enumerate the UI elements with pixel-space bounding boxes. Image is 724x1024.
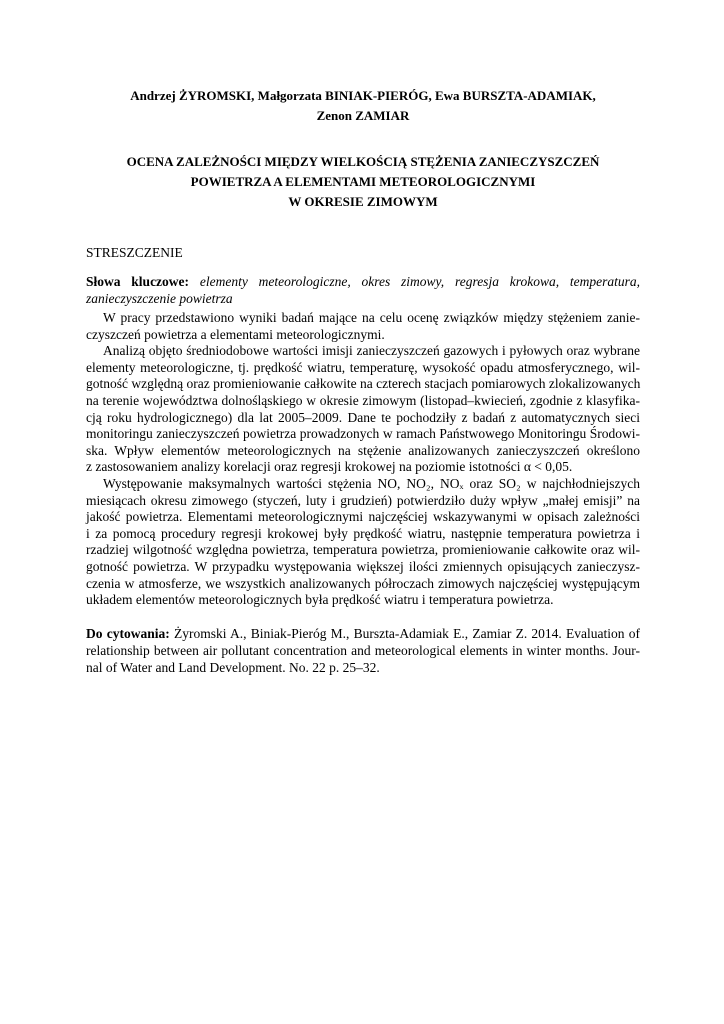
citation-line: [86, 625, 640, 642]
title-line: POWIETRZA A ELEMENTAMI METEOROLOGICZNYMI: [190, 174, 536, 189]
abstract-line: cją roku hydrologicznego) dla lat 2005–2009. Dane te pochodziły z badań z automatycznych sieci: [86, 409, 640, 425]
author-list: [86, 86, 640, 126]
abstract-line: i za pomocą procedury regresji krokowej były prędkość wiatru, następnie temperatura powietrza i: [86, 525, 640, 541]
abstract-line: Analizą objęto średniodobowe wartości imisji zanieczyszczeń gazowych i pyłowych oraz wybrane: [103, 343, 640, 359]
abstract-line: rzadziej wilgotność względna powietrza, temperatura powietrza, promieniowanie całkowite oraz wil-: [86, 542, 640, 558]
paper-title: [86, 152, 640, 212]
abstract-line: układem elementów meteorologicznych była prędkość wiatru i temperatura powietrza.: [86, 592, 554, 608]
keywords: [86, 273, 640, 307]
section-heading: STRESZCZENIE: [86, 245, 183, 260]
abstract-line: jakość powietrza. Elementami meteorologicznymi najczęściej wskazywanymi w opisach zależności: [86, 509, 640, 525]
keywords-label: Słowa kluczowe:: [86, 274, 190, 289]
abstract-body: [86, 310, 640, 609]
abstract-line: z zastosowaniem analizy korelacji oraz regresji krokowej na poziomie istotności α < 0,05.: [86, 459, 573, 475]
abstract-line: monitoringu zanieczyszczeń powietrza prowadzonych w ramach Państwowego Monitoringu Środowi-: [86, 426, 640, 442]
title-line: W OKRESIE ZIMOWYM: [288, 194, 438, 209]
abstract-line: czenia w atmosferze, we wszystkich analizowanych półroczach zimowych najczęściej występującym: [86, 575, 640, 591]
abstract-line: gotność powietrza. W przypadku występowania większej ilości zmiennych opisujących zanieczysz-: [86, 558, 640, 574]
citation: [86, 625, 640, 676]
abstract-line: miesiącach okresu zimowego (styczeń, luty i grudzień) potwierdziło duży wpływ „małej emisji” na: [86, 492, 640, 508]
abstract-line: ska. Wpływ elementów meteorologicznych na stężenie analizowanych zanieczyszczeń określono: [86, 442, 640, 458]
abstract-line: czyszczeń powietrza a elementami meteorologicznymi.: [86, 326, 385, 342]
abstract-line: elementy meteorologiczne, tj. prędkość wiatru, temperaturę, wysokość opadu atmosferycznego, wil-: [86, 359, 640, 375]
abstract-line: W pracy przedstawiono wyniki badań mające na celu ocenę związków między stężeniem zanie-: [103, 310, 640, 325]
author-line: Zenon ZAMIAR: [316, 108, 410, 123]
abstract-line: gotność względną oraz promieniowanie całkowite na czterech stacjach pomiarowych zlokalizowanych: [86, 376, 641, 392]
title-line: OCENA ZALEŻNOŚCI MIĘDZY WIELKOŚCIĄ STĘŻENIA ZANIECZYSZCZEŃ: [126, 154, 600, 169]
citation-line: relationship between air pollutant concentration and meteorological elements in winter months. Jour-: [86, 643, 640, 658]
keywords-text: elementy meteorologiczne, okres zimowy, regresja krokowa, temperatura, zanieczyszczenie powietrza: [86, 274, 641, 306]
citation-text: Żyromski A., Biniak-Pieróg M., Burszta-Adamiak E., Zamiar Z. 2014. Evaluation of: [173, 626, 641, 641]
citation-label: Do cytowania:: [86, 626, 170, 641]
citation-line: nal of Water and Land Development. No. 22 p. 25–32.: [86, 660, 380, 675]
abstract-line: Występowanie maksymalnych wartości stężenia NO, NO₂, NOₓ oraz SO₂ w najchłodniejszych: [103, 475, 640, 491]
author-line: Andrzej ŻYROMSKI, Małgorzata BINIAK-PIERÓG, Ewa BURSZTA-ADAMIAK,: [130, 88, 596, 103]
abstract-line: na terenie województwa dolnośląskiego w okresie zimowym (listopad–kwiecień, zgodnie z klasyfika-: [86, 392, 640, 408]
